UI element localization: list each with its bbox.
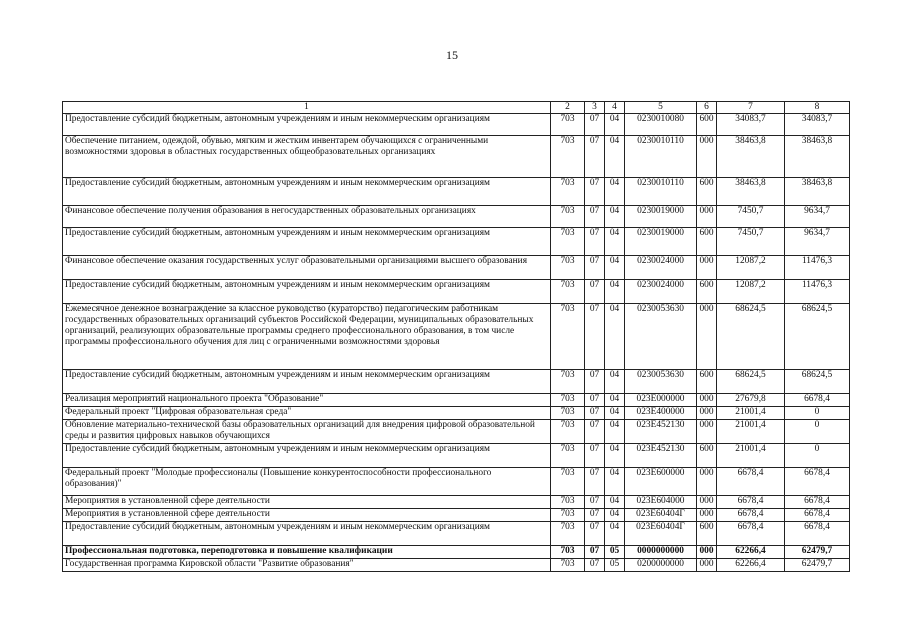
cell-subdiv: 04 [605,444,625,468]
cell-subdiv: 04 [605,206,625,228]
cell-type: 000 [697,546,717,559]
cell-amount-1: 7450,7 [717,206,785,228]
cell-type: 000 [697,256,717,280]
cell-type: 000 [697,407,717,420]
cell-target: 0000000000 [625,546,697,559]
cell-amount-2: 6678,4 [785,394,850,407]
table-row [63,136,850,178]
cell-amount-2: 6678,4 [785,509,850,522]
cell-type: 000 [697,206,717,228]
cell-div: 07 [585,394,605,407]
cell-div: 07 [585,256,605,280]
cell-name: Финансовое обеспечение получения образования в негосударственных образовательных организациях [63,206,551,228]
cell-name: Предоставление субсидий бюджетным, автономным учреждениям и иным некоммерческим организациям [63,228,551,256]
cell-target: 023E604000 [625,496,697,509]
cell-name: Предоставление субсидий бюджетным, автономным учреждениям и иным некоммерческим организациям [63,370,551,394]
cell-div: 07 [585,546,605,559]
budget-table [62,101,850,572]
cell-section: 703 [551,394,585,407]
cell-amount-2: 6678,4 [785,468,850,496]
cell-amount-1: 7450,7 [717,228,785,256]
cell-section: 703 [551,559,585,572]
cell-amount-2: 11476,3 [785,280,850,304]
cell-amount-1: 12087,2 [717,256,785,280]
cell-target: 023E60404Г [625,522,697,546]
cell-div: 07 [585,370,605,394]
cell-name: Предоставление субсидий бюджетным, автономным учреждениям и иным некоммерческим организациям [63,522,551,546]
cell-amount-2: 6678,4 [785,496,850,509]
cell-div: 07 [585,280,605,304]
cell-target: 023E000000 [625,394,697,407]
cell-amount-2: 11476,3 [785,256,850,280]
table-row [63,114,850,136]
cell-amount-2: 38463,8 [785,136,850,178]
cell-section: 703 [551,304,585,370]
cell-div: 07 [585,178,605,206]
cell-target: 023E400000 [625,407,697,420]
table-row [63,206,850,228]
cell-type: 000 [697,496,717,509]
cell-amount-2: 68624,5 [785,370,850,394]
cell-subdiv: 04 [605,468,625,496]
cell-amount-2: 34083,7 [785,114,850,136]
cell-name: Предоставление субсидий бюджетным, автономным учреждениям и иным некоммерческим организациям [63,178,551,206]
cell-target: 0230024000 [625,256,697,280]
cell-section: 703 [551,468,585,496]
cell-section: 703 [551,522,585,546]
cell-div: 07 [585,206,605,228]
cell-type: 000 [697,136,717,178]
cell-section: 703 [551,114,585,136]
cell-target: 023E452130 [625,444,697,468]
cell-target: 0230024000 [625,280,697,304]
cell-div: 07 [585,444,605,468]
cell-name: Предоставление субсидий бюджетным, автономным учреждениям и иным некоммерческим организациям [63,280,551,304]
table-row [63,444,850,468]
table-row [63,468,850,496]
table-row [63,228,850,256]
cell-amount-2: 9634,7 [785,228,850,256]
cell-div: 07 [585,228,605,256]
table-row [63,370,850,394]
cell-amount-1: 34083,7 [717,114,785,136]
cell-section: 703 [551,256,585,280]
cell-name: Государственная программа Кировской области "Развитие образования" [63,559,551,572]
cell-type: 600 [697,178,717,206]
cell-subdiv: 04 [605,114,625,136]
cell-type: 000 [697,509,717,522]
cell-amount-1: 68624,5 [717,304,785,370]
cell-section: 703 [551,509,585,522]
cell-section: 703 [551,206,585,228]
cell-subdiv: 04 [605,256,625,280]
cell-section: 703 [551,136,585,178]
cell-amount-1: 6678,4 [717,522,785,546]
table-row [63,304,850,370]
table-row [63,496,850,509]
cell-target: 0230010080 [625,114,697,136]
cell-target: 023E600000 [625,468,697,496]
header-col-1: 1 [63,102,551,114]
cell-amount-1: 6678,4 [717,509,785,522]
cell-name: Финансовое обеспечение оказания государственных услуг образовательными организациями высшего образования [63,256,551,280]
cell-amount-1: 21001,4 [717,407,785,420]
header-col-2: 2 [551,102,585,114]
table-row [63,522,850,546]
cell-subdiv: 04 [605,280,625,304]
cell-amount-2: 0 [785,444,850,468]
cell-subdiv: 05 [605,559,625,572]
cell-subdiv: 04 [605,509,625,522]
cell-subdiv: 04 [605,407,625,420]
cell-target: 0230019000 [625,206,697,228]
cell-amount-2: 62479,7 [785,546,850,559]
cell-name: Обеспечение питанием, одеждой, обувью, мягким и жестким инвентарем обучающихся с ограниченными возможностями здоровья в областных государственных общеобразовательных организациях [63,136,551,178]
cell-name: Профессиональная подготовка, переподготовка и повышение квалификации [63,546,551,559]
cell-amount-2: 62479,7 [785,559,850,572]
cell-div: 07 [585,522,605,546]
table-row [63,256,850,280]
cell-section: 703 [551,546,585,559]
cell-div: 07 [585,114,605,136]
cell-name: Ежемесячное денежное вознаграждение за классное руководство (кураторство) педагогическим работникам государственных образовательных организаций субъектов Российской Федерации, муниципальных образовательных организаций, реализующих образовательные программы среднего профессионального образования, в том числе программы профессионального обучения для лиц с ограниченными возможностями здоровья [63,304,551,370]
cell-div: 07 [585,559,605,572]
table-row [63,420,850,444]
table-header-row [63,102,850,114]
cell-amount-1: 68624,5 [717,370,785,394]
table-body [63,114,850,572]
cell-type: 000 [697,394,717,407]
table-row [63,546,850,559]
cell-target: 0230053630 [625,370,697,394]
cell-target: 0200000000 [625,559,697,572]
cell-div: 07 [585,304,605,370]
cell-type: 600 [697,114,717,136]
cell-subdiv: 04 [605,420,625,444]
cell-amount-1: 21001,4 [717,420,785,444]
cell-section: 703 [551,496,585,509]
cell-subdiv: 04 [605,522,625,546]
cell-name: Предоставление субсидий бюджетным, автономным учреждениям и иным некоммерческим организациям [63,114,551,136]
cell-subdiv: 04 [605,178,625,206]
cell-amount-2: 0 [785,420,850,444]
cell-div: 07 [585,420,605,444]
cell-amount-1: 62266,4 [717,546,785,559]
cell-section: 703 [551,178,585,206]
table-row [63,509,850,522]
cell-subdiv: 04 [605,394,625,407]
table-row [63,559,850,572]
cell-type: 600 [697,370,717,394]
cell-type: 600 [697,522,717,546]
table-row [63,394,850,407]
cell-subdiv: 04 [605,136,625,178]
cell-name: Реализация мероприятий национального проекта "Образование" [63,394,551,407]
cell-div: 07 [585,136,605,178]
cell-section: 703 [551,228,585,256]
cell-type: 000 [697,559,717,572]
cell-target: 0230053630 [625,304,697,370]
cell-amount-2: 9634,7 [785,206,850,228]
cell-type: 600 [697,444,717,468]
cell-subdiv: 04 [605,496,625,509]
page-number: 15 [446,48,458,62]
cell-div: 07 [585,496,605,509]
cell-div: 07 [585,468,605,496]
cell-subdiv: 05 [605,546,625,559]
cell-amount-1: 6678,4 [717,468,785,496]
table-row [63,407,850,420]
cell-subdiv: 04 [605,370,625,394]
cell-section: 703 [551,280,585,304]
cell-amount-1: 6678,4 [717,496,785,509]
cell-section: 703 [551,370,585,394]
cell-amount-2: 0 [785,407,850,420]
cell-name: Федеральный проект "Молодые профессионалы (Повышение конкурентоспособности профессионального образования)" [63,468,551,496]
cell-amount-2: 6678,4 [785,522,850,546]
cell-section: 703 [551,444,585,468]
cell-amount-1: 27679,8 [717,394,785,407]
header-col-6: 6 [697,102,717,114]
cell-section: 703 [551,420,585,444]
table-row [63,178,850,206]
cell-name: Мероприятия в установленной сфере деятельности [63,496,551,509]
table-row [63,280,850,304]
cell-div: 07 [585,407,605,420]
cell-type: 000 [697,468,717,496]
cell-amount-1: 38463,8 [717,136,785,178]
cell-type: 600 [697,280,717,304]
header-col-8: 8 [785,102,850,114]
cell-amount-1: 38463,8 [717,178,785,206]
cell-div: 07 [585,509,605,522]
cell-name: Мероприятия в установленной сфере деятельности [63,509,551,522]
cell-target: 0230010110 [625,178,697,206]
cell-target: 0230010110 [625,136,697,178]
cell-subdiv: 04 [605,304,625,370]
cell-target: 0230019000 [625,228,697,256]
cell-amount-2: 68624,5 [785,304,850,370]
cell-amount-1: 12087,2 [717,280,785,304]
header-col-4: 4 [605,102,625,114]
cell-type: 000 [697,420,717,444]
cell-amount-1: 62266,4 [717,559,785,572]
cell-section: 703 [551,407,585,420]
cell-amount-1: 21001,4 [717,444,785,468]
cell-type: 000 [697,304,717,370]
cell-name: Федеральный проект "Цифровая образовательная среда" [63,407,551,420]
cell-type: 600 [697,228,717,256]
cell-target: 023E452130 [625,420,697,444]
cell-amount-2: 38463,8 [785,178,850,206]
header-col-5: 5 [625,102,697,114]
header-col-7: 7 [717,102,785,114]
cell-subdiv: 04 [605,228,625,256]
cell-target: 023E60404Г [625,509,697,522]
cell-name: Предоставление субсидий бюджетным, автономным учреждениям и иным некоммерческим организациям [63,444,551,468]
cell-name: Обновление материально-технической базы образовательных организаций для внедрения цифровой образовательной среды и развития цифровых навыков обучающихся [63,420,551,444]
header-col-3: 3 [585,102,605,114]
